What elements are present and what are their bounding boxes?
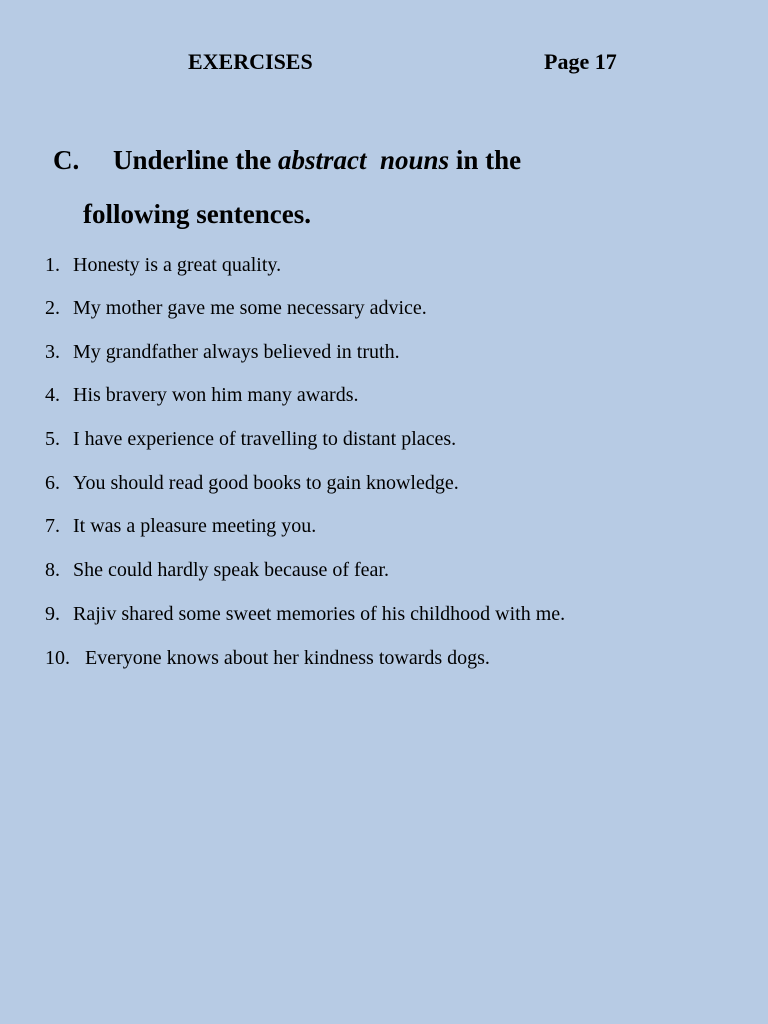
list-item-number: 3.	[45, 341, 60, 363]
section-heading	[113, 142, 521, 178]
heading-text-after: in the	[449, 145, 522, 175]
list-item	[45, 645, 490, 671]
heading-emphasis-abstract: abstract	[278, 145, 367, 175]
heading-emphasis-nouns: nouns	[380, 145, 450, 175]
list-item-number: 6.	[45, 472, 60, 494]
list-item	[45, 601, 565, 627]
heading-text-before: Underline the	[113, 145, 278, 175]
list-item-text: It was a pleasure meeting you.	[73, 515, 317, 537]
list-item-text: You should read good books to gain knowledge.	[73, 472, 459, 494]
list-item-text: She could hardly speak because of fear.	[73, 559, 389, 581]
list-item-number: 2.	[45, 297, 60, 319]
list-item-number: 9.	[45, 603, 60, 625]
list-item	[45, 252, 281, 278]
list-item-text: Rajiv shared some sweet memories of his childhood with me.	[73, 603, 566, 625]
list-item	[45, 426, 456, 452]
list-item	[45, 295, 427, 321]
section-heading-continued: following sentences.	[83, 199, 311, 229]
list-item-text: My grandfather always believed in truth.	[73, 341, 400, 363]
list-item-number: 10.	[45, 647, 70, 669]
list-item-number: 4.	[45, 384, 60, 406]
list-item-number: 5.	[45, 428, 60, 450]
list-item-number: 1.	[45, 254, 60, 276]
list-item	[45, 339, 400, 365]
heading-gap	[367, 145, 381, 175]
list-item-text: His bravery won him many awards.	[73, 384, 359, 406]
list-item-number: 7.	[45, 515, 60, 537]
section-letter: C.	[53, 145, 80, 175]
list-item	[45, 470, 459, 496]
header-title: EXERCISES	[188, 49, 313, 74]
list-item-text: Everyone knows about her kindness towards dogs.	[85, 647, 490, 669]
list-item-text: My mother gave me some necessary advice.	[73, 297, 427, 319]
list-item-number: 8.	[45, 559, 60, 581]
page-number: Page 17	[544, 49, 617, 74]
list-item	[45, 557, 389, 583]
list-item-text: I have experience of travelling to distant places.	[73, 428, 457, 450]
list-item	[45, 382, 359, 408]
list-item	[45, 513, 316, 539]
list-item-text: Honesty is a great quality.	[73, 254, 282, 276]
